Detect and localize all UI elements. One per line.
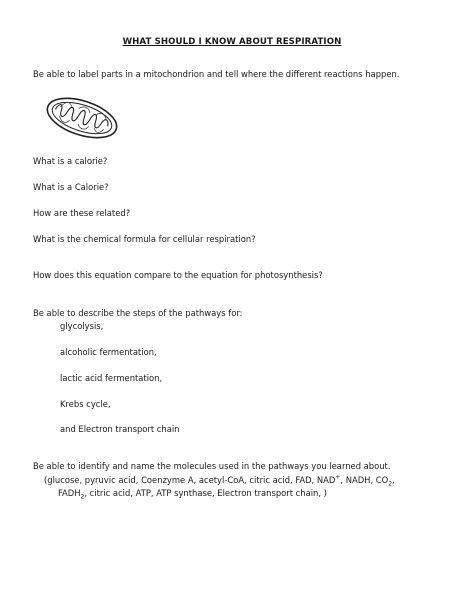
pathway-item: lactic acid fermentation, xyxy=(60,373,163,383)
pathway-item: glycolysis, xyxy=(60,321,104,331)
question-related: How are these related? xyxy=(33,208,131,218)
molecules-list-line2: $FADH_2$, citric acid, ATP, ATP synthase, Electron transport chain, ) xyxy=(58,488,327,501)
mitochondrion-drawing xyxy=(36,84,128,152)
pathway-item: and Electron transport chain xyxy=(60,424,180,434)
mitochondrion-image xyxy=(36,84,128,152)
pathway-item: alcoholic fermentation, xyxy=(60,347,157,357)
molecules-list-line1: (glucose, pyruvic acid, Coenzyme A, acetyl-CoA, citric acid, FAD, NAD+, NADH, $CO_2$, xyxy=(44,474,395,488)
pathway-item: Krebs cycle, xyxy=(60,399,111,409)
question-calorie-big: What is a Calorie? xyxy=(33,182,109,192)
question-calorie-small: What is a calorie? xyxy=(33,156,108,166)
page-title: WHAT SHOULD I KNOW ABOUT RESPIRATION xyxy=(122,37,342,47)
intro-text: Be able to label parts in a mitochondrion and tell where the different reactions happen. xyxy=(33,69,400,79)
pathways-heading: Be able to describe the steps of the pathways for: xyxy=(33,308,243,318)
question-compare: How does this equation compare to the equation for photosynthesis? xyxy=(33,270,323,280)
question-formula: What is the chemical formula for cellular respiration? xyxy=(33,234,256,244)
molecules-heading: Be able to identify and name the molecules used in the pathways you learned about. xyxy=(33,461,391,471)
